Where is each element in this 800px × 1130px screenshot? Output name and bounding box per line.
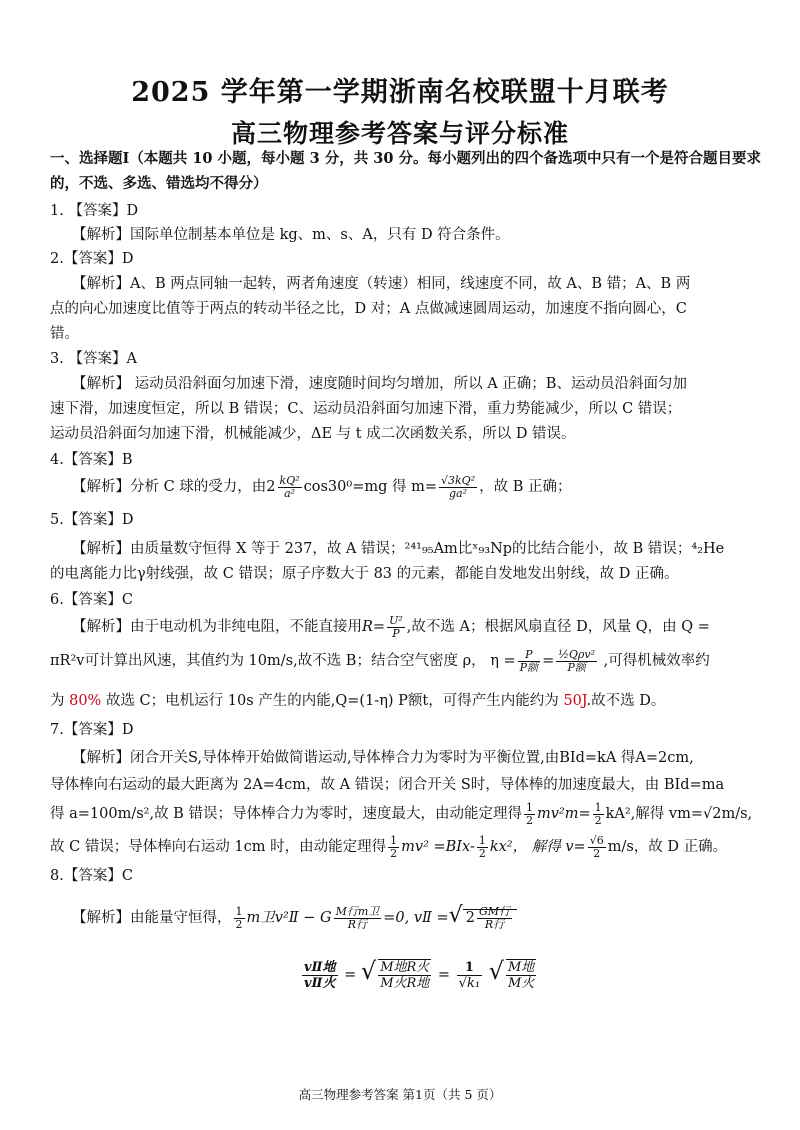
q3-answer: 3. 【答案】A (50, 351, 137, 367)
q7-line-2: 导体棒向右运动的最大距离为 2A=4cm，故 A 错误；闭合开关 S时，导体棒的加速度最大，由 BId=ma (50, 777, 725, 793)
q2-line-1: 【解析】A、B 两点同轴一起转，两者角速度（转速）相同，线速度不同，故 A、B 错；A、B 两 (72, 276, 691, 292)
page-footer: 高三物理参考答案 第1页（共 5 页） (298, 1087, 502, 1102)
q6-energy-value: 50J (563, 693, 587, 709)
section-heading: 一、选择题I（本题共 10 小题，每小题 3 分，共 30 分。每小题列出的四个备选项中只有一个是符合题目要求的，不选、多选、错选均不得分） (50, 150, 762, 192)
q3-line-1: 【解析】 运动员沿斜面匀加速下滑，速度随时间均匀增加，所以 A 正确；B、运动员沿斜面匀加 (72, 376, 687, 392)
q8-answer: 8.【答案】C (50, 868, 133, 884)
q6-answer: 6.【答案】C (50, 592, 133, 608)
q3-line-3: 运动员沿斜面匀加速下滑，机械能减少，ΔE 与 t 成二次函数关系，所以 D 错误。 (50, 426, 576, 442)
q6-line-1: 【解析】由于电动机为非纯电阻，不能直接用R= $\frac{\text{U²}}{P}$ ,故不选 A；根据风扇直径 D，风量 Q，由 Q = (72, 613, 710, 640)
q6-efficiency-value: 80% (69, 693, 102, 709)
q1-answer: 1. 【答案】D (50, 203, 139, 219)
q7-line-3: 得 a=100m/s²,故 B 错误；导体棒合力为零时，速度最大，由动能定理得 $\frac{1}{2}$ mv²m= $\frac{1}{2}$ kA²,解得 vm=√2m/s, (50, 800, 753, 827)
page-title: 2025 学年第一学期浙南名校联盟十月联考 (131, 77, 669, 108)
q5-answer: 5.【答案】D (50, 512, 134, 528)
q2-answer: 2.【答案】D (50, 251, 134, 267)
q1-explanation: 【解析】国际单位制基本单位是 kg、m、s、A，只有 D 符合条件。 (72, 227, 510, 243)
q4-explanation: 【解析】分析 C 球的受力，由2 $\frac{\text{kQ²}}{\text{a²}}$ cos30⁰=mg 得 m= $\frac{\text{√3kQ²}}{\text{ga²}}$ ，故 B 正确； (72, 473, 572, 500)
q8-ratio-equation: $\frac{\text{vⅡ地}}{\text{vⅡ火}}$ = √ $\frac{\text{M地R火}}{\text{M火R地}}$ = $\frac{1}{\text{√k₁}}$ √ $\frac{\text{M地}}{\text{M火}}$ (304, 957, 535, 991)
q8-line-1: 【解析】由能量守恒得， $\frac{1}{2}$ m卫v²Ⅱ − G $\frac{\text{M行m卫}}{\text{R行}}$ =0, vⅡ =√ 2 $\frac{\text{GM行}}{\text{R行}}$ (72, 903, 517, 931)
q6-fraction-2: $\frac{P}{\text{P额}}$ (519, 647, 539, 674)
q5-line-2: 的电离能力比γ射线强，故 C 错误；原子序数大于 83 的元素，都能自发地发出射线，故 D 正确。 (50, 566, 679, 582)
q6-line-3: 为 80% 故选 C；电机运行 10s 产生的内能,Q=(1-η) P额t，可得产生内能约为 50J.故不选 D。 (50, 693, 666, 709)
q4-fraction-1: $\frac{\text{kQ²}}{\text{a²}}$ (279, 473, 300, 500)
q2-line-3: 错。 (50, 326, 79, 342)
q6-fraction-3: $\frac{\text{½Qρv²}}{\text{P额}}$ (558, 647, 595, 674)
q2-line-2: 点的向心加速度比值等于两点的转动半径之比，D 对；A 点做减速圆周运动，加速度不指向圆心，C (50, 301, 687, 317)
page-subtitle: 高三物理参考答案与评分标准 (230, 119, 569, 148)
q6-fraction-1: $\frac{\text{U²}}{P}$ (389, 613, 403, 640)
q7-line-1: 【解析】闭合开关S,导体棒开始做简谐运动,导体棒合力为零时为平衡位置,由BId=kA 得A=2cm, (72, 750, 694, 766)
q4-answer: 4.【答案】B (50, 452, 133, 468)
q7-line-4: 故 C 错误；导体棒向右运动 1cm 时，由动能定理得 $\frac{1}{2}$ mv² =BIx- $\frac{1}{2}$ kx²， 解得 v= $\frac{√6}{2}$ m/s，故 D 正确。 (50, 833, 728, 860)
q6-line-2: πR²v可计算出风速，其值约为 10m/s,故不选 B；结合空气密度 ρ， η = $\frac{P}{\text{P额}}$ = $\frac{\text{½Qρv²}}{\text{P额}}$ ,可得机械效率约 (50, 647, 710, 674)
q3-line-2: 速下滑，加速度恒定，所以 B 错误；C、运动员沿斜面匀加速下滑，重力势能减少，所以 C 错误； (50, 401, 682, 417)
q5-line-1: 【解析】由质量数守恒得 X 等于 237，故 A 错误；²⁴¹₉₅Am比ˣ₉₃Np的比结合能小，故 B 错误；⁴₂He (72, 541, 725, 557)
q4-fraction-2: $\frac{\text{√3kQ²}}{\text{ga²}}$ (441, 473, 476, 500)
q7-answer: 7.【答案】D (50, 722, 134, 738)
